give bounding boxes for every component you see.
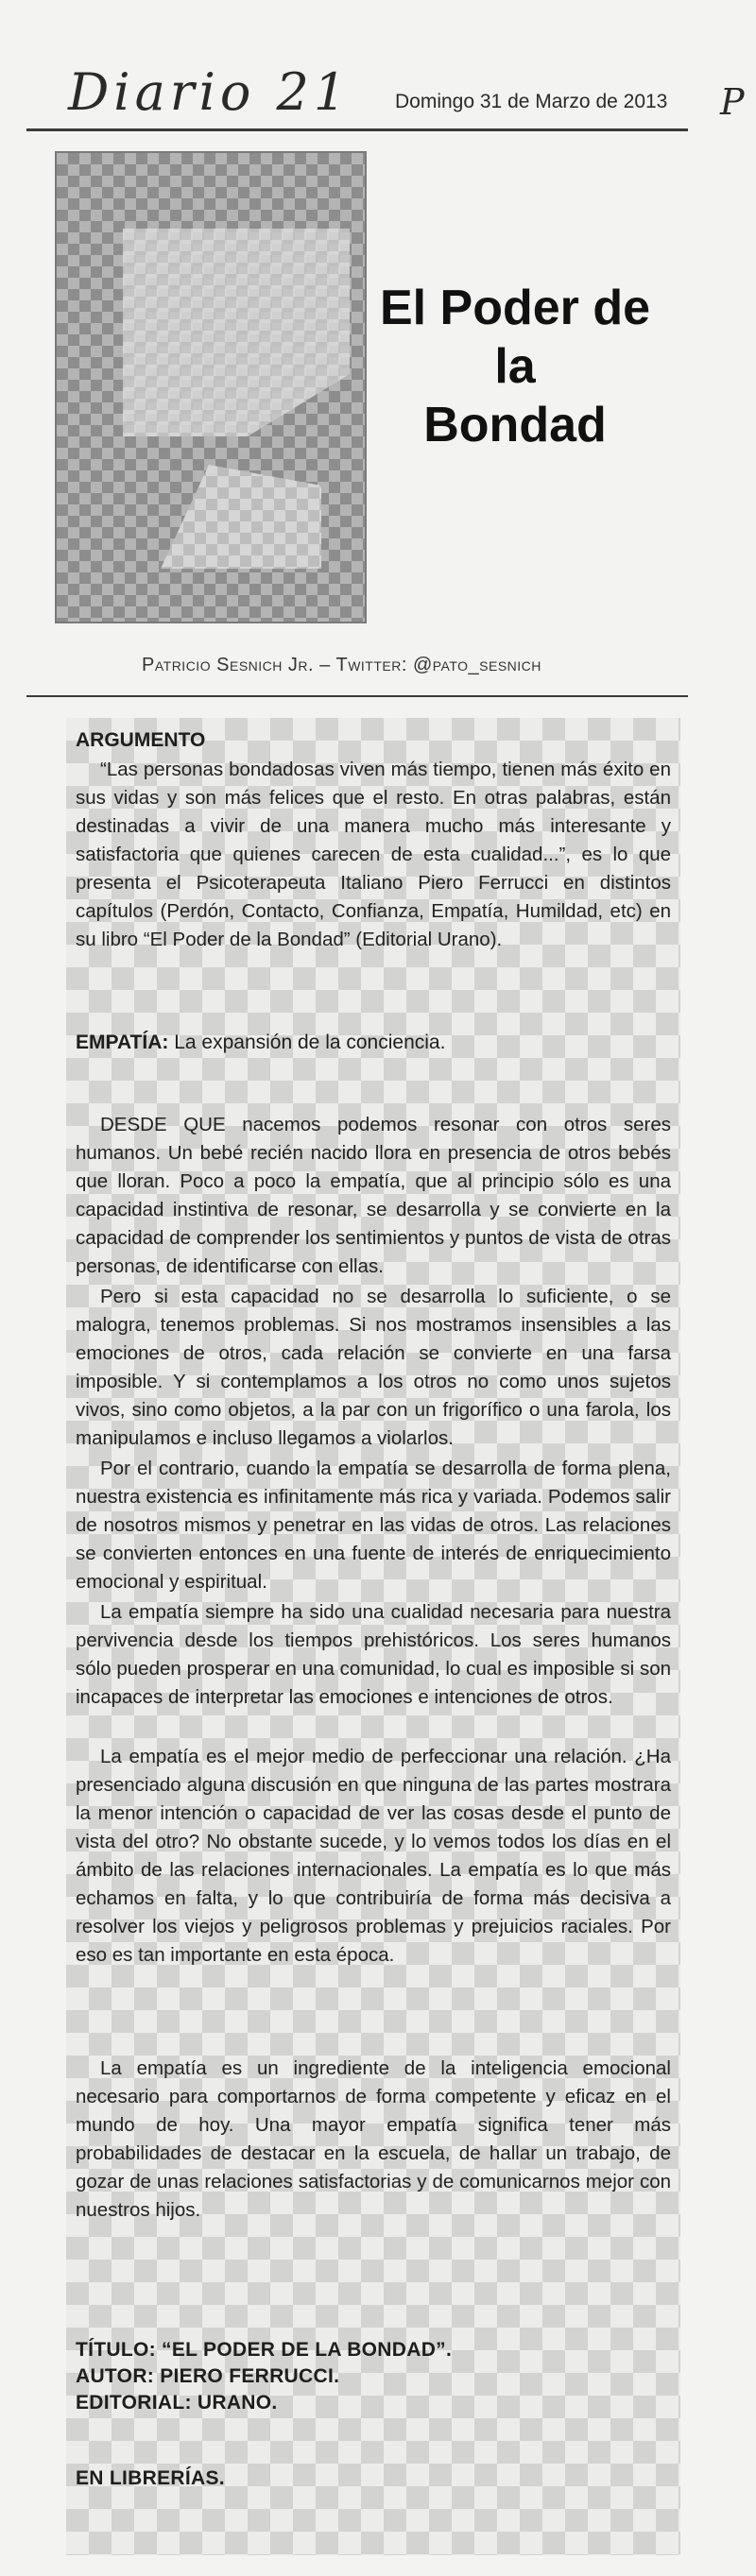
empatia-heading (76, 1032, 445, 1054)
argumento-heading: ARGUMENTO (76, 729, 206, 751)
page-mark: P (720, 81, 745, 123)
footer-en-librerias: EN LIBRERÍAS. (76, 2467, 225, 2489)
paragraph-2: Pero si esta capacidad no se desarrolla lo suficiente, o se malogra, tenemos problemas. Si nos mostramos insensibles a las emociones de otros, cada relación se convierte en una farsa imposible. Y si contemplamos a los otros no como unos sujetos vivos, sino como objetos, a la par con un frigorífico o una farola, los manipulamos e incluso llegamos a violarlos. (76, 1286, 671, 1449)
footer-editorial: EDITORIAL: URANO. (76, 2392, 278, 2414)
header-divider (26, 128, 688, 131)
footer-titulo: TÍTULO: “EL PODER DE LA BONDAD”. (76, 2339, 453, 2361)
paragraph-1 (76, 1111, 671, 1281)
paragraph-3: Por el contrario, cuando la empatía se desarrolla de forma plena, nuestra existencia es infinitamente más rica y variada. Podemos salir de nosotros mismos y penetrar en las vidas de otros. Las relaciones se convierten entonces en una fuente de interés de enriquecimiento emocional y espiritual. (76, 1458, 671, 1593)
book-cover-shape (161, 465, 321, 569)
paragraph-6: La empatía es un ingrediente de la inteligencia emocional necesario para comportarnos de forma competente y eficaz en el mundo de hoy. Una mayor empatía significa tener más probabilidades de destacar en la escuela, de hallar un trabajo, de gozar de unas relaciones satisfactorias y de comunicarnos mejor con nuestros hijos. (76, 2057, 671, 2221)
paragraph-1-lead: DESDE QUE (100, 1114, 226, 1135)
empatia-subtitle: La expansión de la conciencia. (174, 1032, 446, 1053)
issue-date: Domingo 31 de Marzo de 2013 (395, 91, 668, 112)
byline-divider (26, 695, 688, 697)
book-cover-image (55, 151, 367, 623)
masthead: Diario 21 (68, 62, 352, 122)
footer-autor: AUTOR: PIERO FERRUCCI. (76, 2365, 340, 2387)
byline: Patricio Sesnich Jr. – Twitter: @pato_sesnich (142, 655, 541, 675)
article-title (378, 279, 652, 454)
book-cover-highlight (123, 229, 350, 436)
paragraph-5: La empatía es el mejor medio de perfeccionar una relación. ¿Ha presenciado alguna discusión en que ninguna de las partes mostrara la menor intención o capacidad de ver las cosas desde el punto de vista del otro? No obstante sucede, y lo vemos todos los días en el ámbito de las relaciones internacionales. La empatía es lo que más echamos en falta, y lo que contribuiría de forma más decisiva a resolver los viejos y peligrosos problemas y prejuicios raciales. Por eso es tan importante en esta época. (76, 1746, 671, 1966)
argumento-paragraph: “Las personas bondadosas viven más tiempo, tienen más éxito en sus vidas y son más felices que el resto. En otras palabras, están destinadas a vivir de una manera mucho más interesante y satisfactoria que quienes carecen de esta cualidad...”, es lo que presenta el Psicoterapeuta Italiano Piero Ferrucci en distintos capítulos (Perdón, Contacto, Confianza, Empatía, Humildad, etc) en su libro “El Poder de la Bondad” (Editorial Urano). (76, 759, 671, 950)
paragraph-4: La empatía siempre ha sido una cualidad necesaria para nuestra pervivencia desde los tiempos prehistóricos. Los seres humanos sólo pueden prosperar en una comunidad, lo cual es imposible si son incapaces de interpretar las emociones e intenciones de otros. (76, 1601, 671, 1708)
article-title-line1: El Poder de la (379, 281, 651, 394)
paragraph-1-text: nacemos podemos resonar con otros seres humanos. Un bebé recién nacido llora en presencia de otros bebés que lloran. Poco a poco la empatía, que al principio sólo es una capacidad instintiva de resonar, se desarrolla y se convierte en la capacidad de comprender los sentimientos y puntos de vista de otras personas, de identificarse con ellas. (76, 1114, 672, 1277)
article-title-line2: Bondad (423, 398, 607, 452)
empatia-label: EMPATÍA: (76, 1032, 169, 1053)
